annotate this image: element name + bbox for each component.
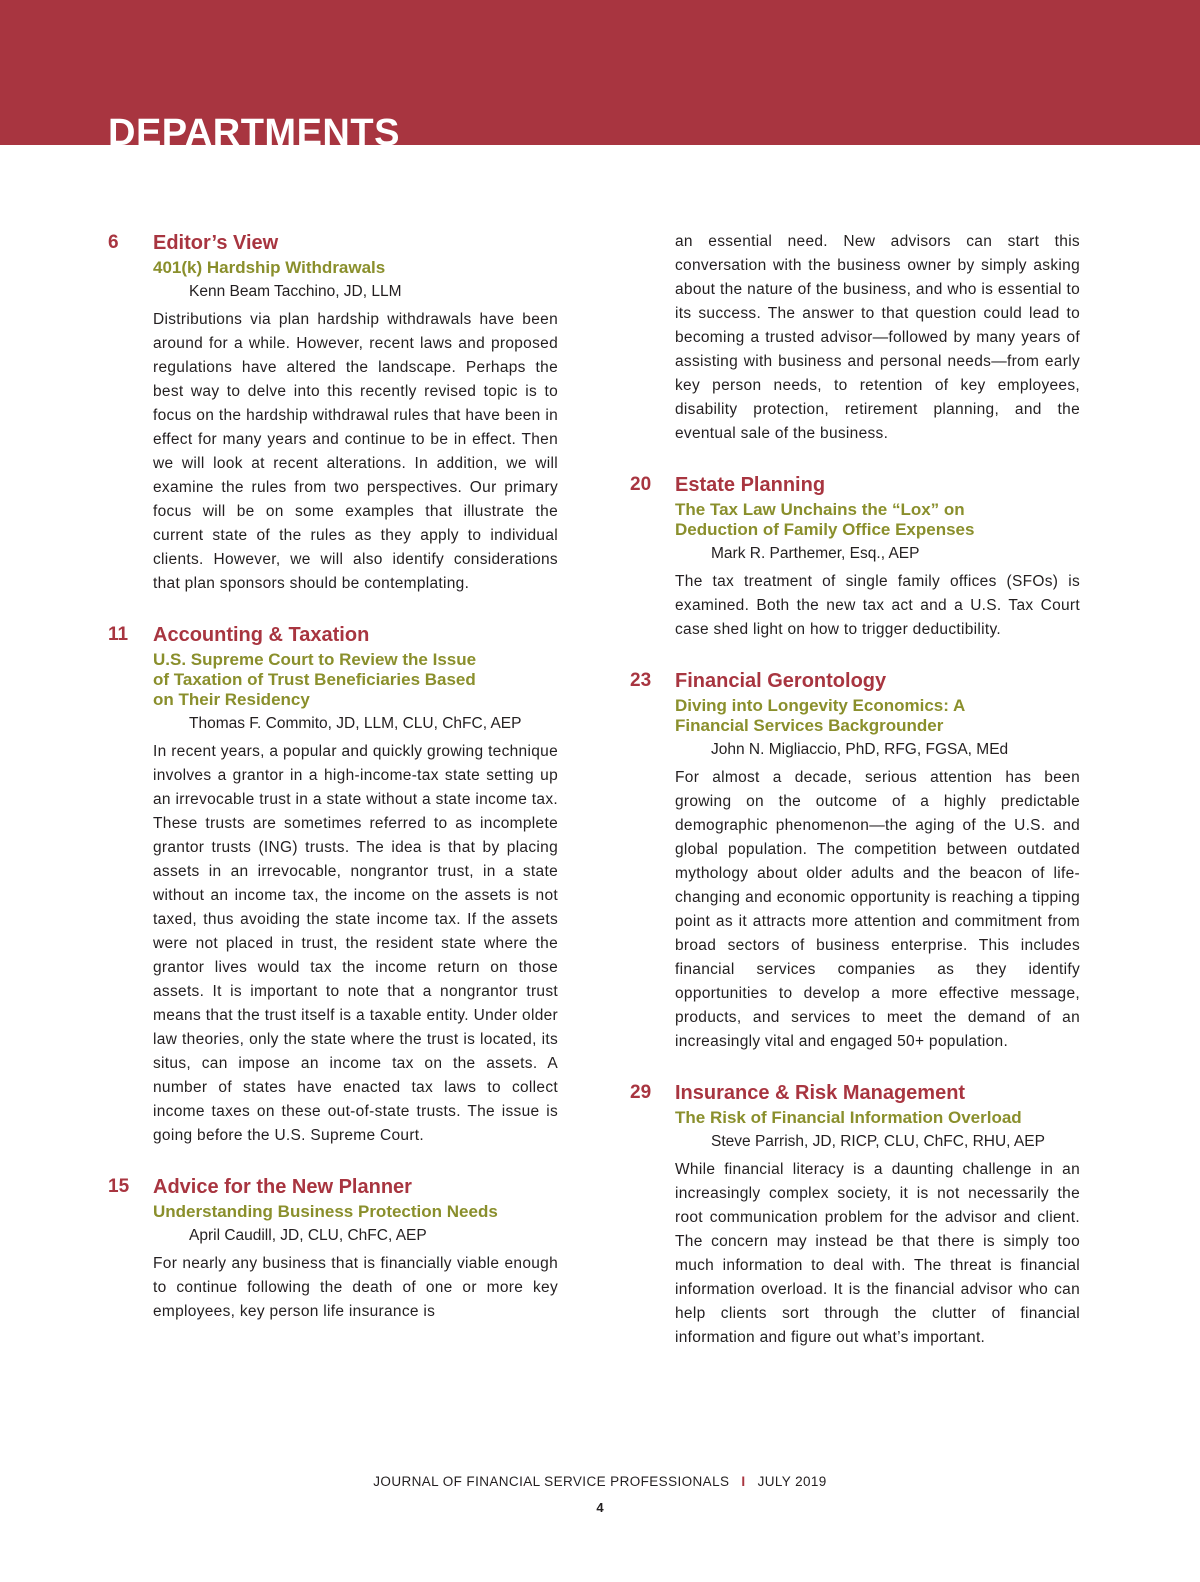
article-author: Kenn Beam Tacchino, JD, LLM [189,283,402,300]
article-summary: In recent years, a popular and quickly growing technique involves a grantor in a high-income-tax state setting up an irrevocable trust in a state without a state income tax. These trusts are sometimes referred to as incomplete grantor trusts (ING) trusts. The idea is that by placing assets in an irrevocable, nongrantor trust, in a state without an income tax, the income on the assets is not taxed, thus avoiding the state income tax. If the assets were not placed in trust, the resident state where the grantor lives would tax the income return on those assets. It is important to note that a nongrantor trust means that the trust itself is a taxable entity. Under older law theories, only the state where the trust is located, its situs, can impose an income tax on the assets. A number of states have enacted tax laws to collect income taxes on these out-of-state trusts. The issue is going before the U.S. Supreme Court. [153,743,558,1144]
entry-page-number: 15 [108,1176,130,1197]
folio-page-number: 4 [596,1500,604,1515]
article-title[interactable]: Diving into Longevity Economics: A Financial Services Backgrounder [675,696,965,735]
department-heading: Advice for the New Planner [153,1176,412,1198]
toc-entry[interactable] [108,622,573,1148]
article-summary: For almost a decade, serious attention has been growing on the outcome of a highly predictable demographic phenomenon—the aging of the U.S. and global population. The competition between outdated mythology about older adults and the beacon of life-changing and economic opportunity is reaching a tipping point as it attracts more attention and commitment from broad sectors of business enterprise. This includes financial services companies as they identify opportunities to develop a more effective message, products, and services to meet the demand of an increasingly vital and engaged 50+ population. [675,769,1080,1050]
article-author: John N. Migliaccio, PhD, RFG, FGSA, MEd [711,741,1009,758]
article-author: Steve Parrish, JD, RICP, CLU, ChFC, RHU, AEP [711,1133,1045,1150]
right-column [630,230,1095,1350]
article-title[interactable]: Understanding Business Protection Needs [153,1202,498,1221]
running-footer [0,1474,1200,1489]
continued-summary [630,230,1095,446]
toc-entry[interactable] [630,472,1095,642]
toc-entry[interactable] [630,1080,1095,1350]
department-heading: Insurance & Risk Management [675,1082,966,1104]
article-summary-continued: an essential need. New advisors can start this conversation with the business owner by simply asking about the nature of the business, and who is essential to its success. The answer to that question could lead to becoming a trusted advisor—followed by many years of assisting with business and personal needs—from early key person needs, to retention of key employees, disability protection, retirement planning, and the eventual sale of the business. [675,233,1080,442]
article-title[interactable]: 401(k) Hardship Withdrawals [153,258,386,277]
article-author: April Caudill, JD, CLU, ChFC, AEP [189,1227,427,1244]
article-summary: While financial literacy is a daunting challenge in an increasingly complex society, it is not necessarily the root communication problem for the advisor and client. The concern may instead be that there is simply too much information to deal with. The threat is financial information overload. It is the financial advisor who can help clients sort through the clutter of financial information and figure out what’s important. [675,1161,1080,1346]
entry-page-number: 6 [108,232,119,253]
entry-page-number: 23 [630,670,652,691]
department-heading: Financial Gerontology [675,670,887,692]
department-heading: Editor’s View [153,232,279,254]
toc-entry[interactable] [630,668,1095,1054]
header-banner [0,0,1200,145]
entry-page-number: 29 [630,1082,652,1103]
page-title: DEPARTMENTS [108,112,400,145]
article-summary: Distributions via plan hardship withdrawals have been around for a while. However, recent laws and proposed regulations have altered the landscape. Perhaps the best way to delve into this recently revised topic is to focus on the hardship withdrawal rules that have been in effect for many years and continue to be in effect. Then we will look at recent alterations. In addition, we will examine the rules from two perspectives. Our primary focus will be on some examples that illustrate the current state of the rules as they apply to individual clients. However, we will also identify considerations that plan sponsors should be contemplating. [153,311,558,592]
left-column [108,230,573,1324]
article-title[interactable]: U.S. Supreme Court to Review the Issue of Taxation of Trust Beneficiaries Based on Their Residency [153,650,477,709]
article-title[interactable]: The Tax Law Unchains the “Lox” on Deduction of Family Office Expenses [675,500,975,539]
entry-page-number: 11 [108,624,129,645]
entry-page-number: 20 [630,474,652,495]
article-title[interactable]: The Risk of Financial Information Overload [675,1108,1022,1127]
issue-date: JULY 2019 [757,1474,827,1489]
journal-name: JOURNAL OF FINANCIAL SERVICE PROFESSIONALS [373,1474,730,1489]
article-author: Thomas F. Commito, JD, LLM, CLU, ChFC, AEP [189,715,522,732]
footer-separator: I [741,1474,746,1489]
toc-entry[interactable] [108,230,573,596]
article-summary: For nearly any business that is financially viable enough to continue following the death of one or more key employees, key person life insurance is [153,1255,558,1320]
toc-entry[interactable] [108,1174,573,1324]
article-author: Mark R. Parthemer, Esq., AEP [711,545,920,562]
department-heading: Accounting & Taxation [153,624,370,646]
article-summary: The tax treatment of single family offices (SFOs) is examined. Both the new tax act and a U.S. Tax Court case shed light on how to trigger deductibility. [675,573,1080,638]
department-heading: Estate Planning [675,474,826,496]
